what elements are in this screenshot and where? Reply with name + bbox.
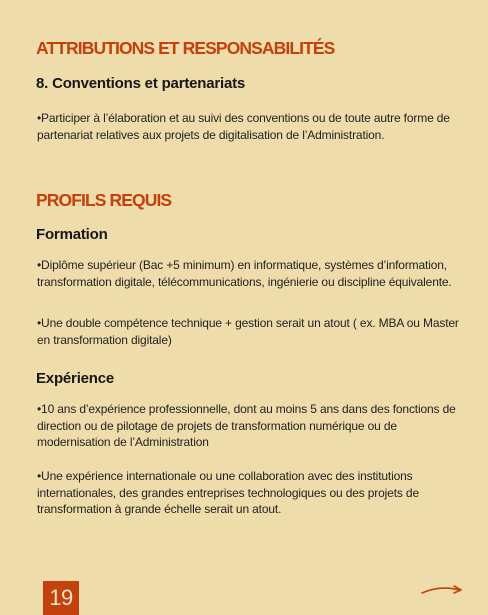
formation-item-double-competence: •Une double compétence technique + gestion serait un atout ( ex. MBA ou Master en transformation digitale) — [37, 316, 459, 347]
section-title-profils: PROFILS REQUIS — [36, 190, 172, 210]
page-number-badge: 19 — [43, 581, 79, 615]
experience-item-international: •Une expérience internationale ou une collaboration avec des institutions internationales, des grandes entreprises technologiques ou des projets de transformation à grande échelle serait un atout. — [37, 469, 419, 517]
subsection-title-formation: Formation — [36, 226, 108, 243]
arrow-right-icon[interactable] — [420, 581, 466, 597]
paragraph-conventions: •Participer à l’élaboration et au suivi des conventions ou de toute autre forme de partenariat relatives aux projets de digitalisation de l’Administration. — [37, 111, 450, 142]
subsection-title-conventions: 8. Conventions et partenariats — [36, 75, 246, 92]
formation-item-diplome: •Diplôme supérieur (Bac +5 minimum) en informatique, systèmes d’information, transformation digitale, télécommunications, ingénierie ou discipline équivalente. — [37, 258, 452, 289]
subsection-title-experience: Expérience — [36, 370, 115, 387]
section-title-attributions: ATTRIBUTIONS ET RESPONSABILITÉS — [36, 38, 335, 58]
experience-item-years: •10 ans d’expérience professionnelle, dont au moins 5 ans dans des fonctions de direction ou de pilotage de projets de transformation numérique ou de modernisation de l’Administration — [37, 402, 456, 450]
